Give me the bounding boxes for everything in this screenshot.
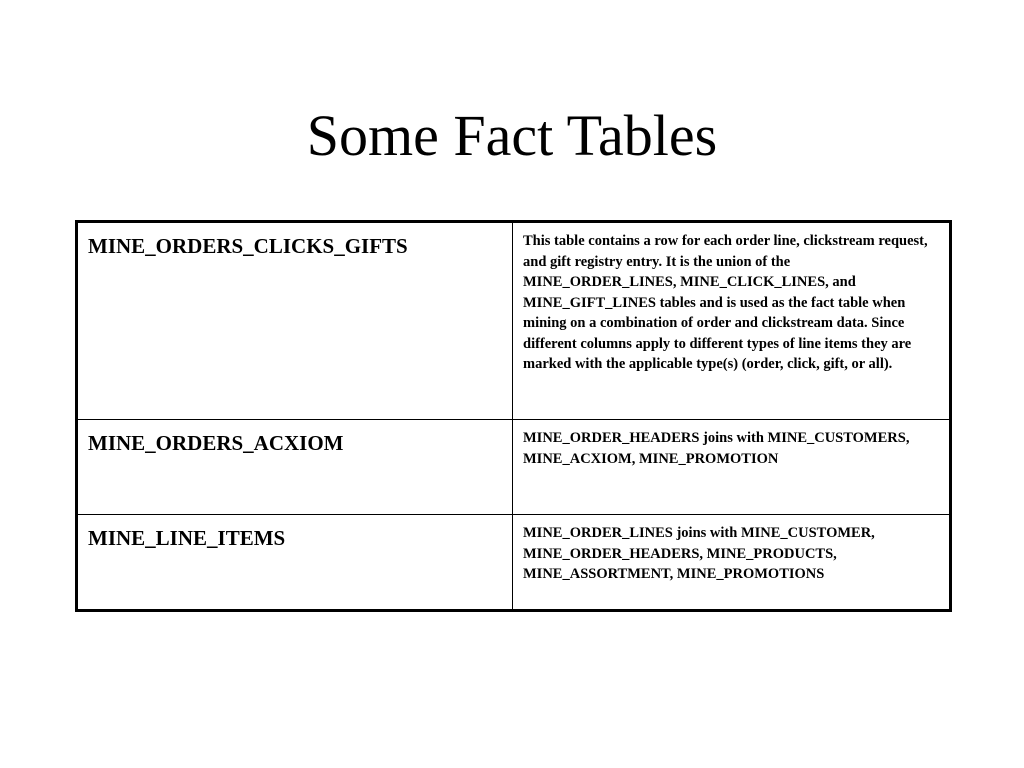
table-description-cell: This table contains a row for each order line, clickstream request, and gift registry entry. It is the union of the MINE_ORDER_LINES, MINE_CLICK_LINES, and MINE_GIFT_LINES tables and is used as the fact table when mining on a combination of order and clickstream data. Since different columns apply to different types of line items they are marked with the applicable type(s) (order, click, gift, or all). <box>513 222 951 420</box>
table-name-cell: MINE_ORDERS_ACXIOM <box>77 420 513 515</box>
table-description-cell: MINE_ORDER_HEADERS joins with MINE_CUSTOMERS, MINE_ACXIOM, MINE_PROMOTION <box>513 420 951 515</box>
slide-title: Some Fact Tables <box>306 103 718 168</box>
table-row <box>77 222 951 420</box>
fact-tables-table <box>75 220 952 612</box>
table-row <box>77 420 951 515</box>
table-description-cell: MINE_ORDER_LINES joins with MINE_CUSTOMER, MINE_ORDER_HEADERS, MINE_PRODUCTS, MINE_ASSORTMENT, MINE_PROMOTIONS <box>513 515 951 611</box>
table-row <box>77 515 951 611</box>
table-name-cell: MINE_ORDERS_CLICKS_GIFTS <box>77 222 513 420</box>
table-name-cell: MINE_LINE_ITEMS <box>77 515 513 611</box>
